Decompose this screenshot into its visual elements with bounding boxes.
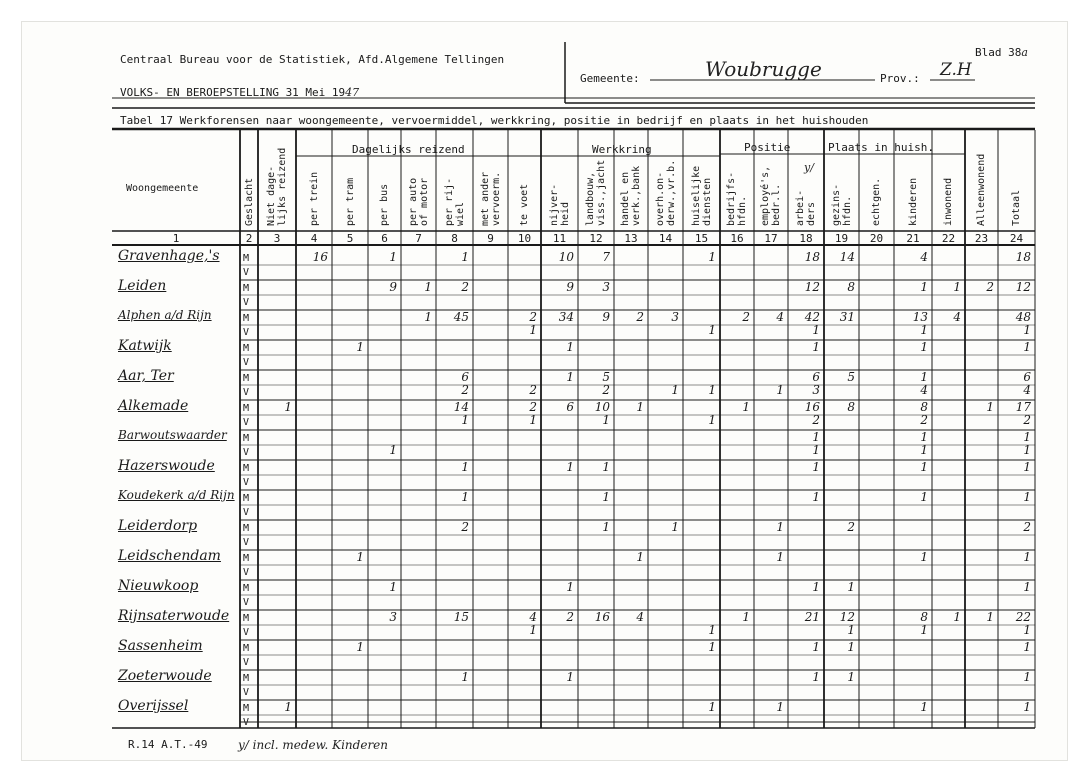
cell-value: 1 (920, 430, 928, 444)
column-label: gezins- hfdn. (830, 183, 853, 226)
cell-value: 7 (602, 250, 610, 264)
cell-value: 1 (742, 400, 750, 414)
cell-value: 1 (986, 400, 994, 414)
cell-value: 1 (812, 443, 820, 457)
sex-v: V (243, 687, 250, 698)
cell-value: 1 (284, 700, 292, 714)
column-number: 17 (764, 232, 778, 245)
sex-m: M (243, 493, 250, 504)
cell-value: 14 (453, 400, 469, 414)
column-label: nijver- heid (548, 183, 571, 226)
cell-value: 5 (602, 370, 610, 384)
sex-v: V (243, 597, 250, 608)
column-number: 7 (415, 232, 422, 245)
cell-value: 2 (636, 310, 644, 324)
cell-value: 13 (912, 310, 928, 324)
sex-v: V (243, 567, 250, 578)
cell-value: 1 (847, 640, 855, 654)
cell-value: 2 (529, 310, 537, 324)
cell-value: 2 (1023, 520, 1031, 534)
cell-value: 1 (812, 460, 820, 474)
cell-value: 1 (920, 550, 928, 564)
cell-value: 4 (920, 383, 928, 397)
cell-value: 9 (566, 280, 574, 294)
cell-value: 1 (847, 623, 855, 637)
cell-value: 1 (461, 670, 469, 684)
column-number: 24 (1009, 232, 1024, 245)
cell-value: 2 (847, 520, 855, 534)
cell-value: 1 (1023, 460, 1031, 474)
cell-value: 3 (671, 310, 679, 324)
column-label: huiselijke diensten (690, 165, 713, 226)
cell-value: 4 (920, 250, 928, 264)
sex-m: M (243, 613, 250, 624)
column-number: 19 (834, 232, 849, 245)
column-label: per bus (379, 183, 390, 226)
column-label: per trein (308, 171, 320, 226)
sex-v: V (243, 477, 250, 488)
cell-value: 1 (920, 490, 928, 504)
cell-value: 1 (1023, 340, 1031, 354)
cell-value: 42 (804, 310, 820, 324)
group-plaats: Plaats in huish. (828, 141, 934, 154)
sex-m: M (243, 523, 250, 534)
cell-value: 18 (804, 250, 820, 264)
cell-value: 21 (804, 610, 820, 624)
group-dagelijks: Dagelijks reizend (352, 143, 465, 156)
cell-value: 1 (1023, 430, 1031, 444)
cell-value: 4 (1023, 383, 1031, 397)
cell-value: 18 (1015, 250, 1031, 264)
sex-v: V (243, 537, 250, 548)
gemeente-value: Woubrugge (705, 57, 822, 81)
cell-value: 1 (1023, 640, 1031, 654)
column-number: 4 (310, 232, 318, 245)
row-name: Hazerswoude (118, 458, 215, 474)
cell-value: 1 (1023, 670, 1031, 684)
blad-suffix: a (1021, 46, 1028, 59)
cell-value: 12 (804, 280, 820, 294)
cell-value: 1 (812, 580, 820, 594)
cell-value: 2 (1023, 413, 1031, 427)
sex-v: V (243, 297, 250, 308)
column-label: Totaal (1011, 189, 1022, 226)
cell-value: 1 (920, 700, 928, 714)
census-year: 47 (345, 86, 360, 99)
column-number: 6 (381, 232, 388, 245)
cell-value: 1 (847, 580, 855, 594)
cell-value: 2 (529, 383, 537, 397)
gemeente-label: Gemeente: (580, 72, 640, 85)
column-label: employé's, bedr.l. (760, 165, 782, 226)
cell-value: 1 (671, 383, 679, 397)
cell-value: 1 (708, 250, 716, 264)
sex-v: V (243, 417, 250, 428)
prov-value: Z.H (940, 60, 972, 80)
sex-v: V (243, 267, 250, 278)
cell-value: 1 (461, 413, 469, 427)
cell-value: 1 (708, 623, 716, 637)
sex-m: M (243, 433, 250, 444)
cell-value: 1 (1023, 323, 1031, 337)
column-label: Geslacht (243, 177, 255, 226)
cell-value: 48 (1015, 310, 1031, 324)
column-label: per auto of motor (407, 177, 430, 226)
cell-value: 1 (461, 460, 469, 474)
cell-value: 2 (812, 413, 820, 427)
sex-v: V (243, 387, 250, 398)
column-label: arbei- ders (795, 189, 817, 226)
table-title: Tabel 17 Werkforensen naar woongemeente, vervoermiddel, werkkring, positie in bedrijf en plaats in het huishouden (120, 114, 869, 127)
sex-v: V (243, 507, 250, 518)
column-number: 1 (172, 232, 180, 245)
cell-value: 6 (566, 400, 574, 414)
cell-value: 1 (1023, 550, 1031, 564)
cell-value: 1 (708, 640, 716, 654)
cell-value: 1 (1023, 443, 1031, 457)
cell-value: 1 (356, 550, 364, 564)
column-number: 15 (694, 232, 709, 245)
cell-value: 4 (529, 610, 537, 624)
cell-value: 31 (839, 310, 855, 324)
cell-value: 1 (920, 460, 928, 474)
cell-value: 9 (602, 310, 610, 324)
cell-value: 16 (312, 250, 328, 264)
sex-m: M (243, 283, 250, 294)
column-label: inwonend (943, 177, 954, 226)
cell-value: 1 (920, 280, 928, 294)
sex-m: M (243, 643, 250, 654)
cell-value: 2 (602, 383, 610, 397)
column-number: 13 (624, 232, 638, 245)
cell-value: 2 (461, 383, 469, 397)
cell-value: 14 (839, 250, 855, 264)
column-number: 8 (451, 232, 458, 245)
cell-value: 1 (953, 280, 961, 294)
cell-value: 6 (812, 370, 820, 384)
sex-m: M (243, 403, 250, 414)
column-label: kinderen (907, 177, 919, 226)
group-positie: Positie (744, 141, 791, 154)
prov-label: Prov.: (880, 72, 920, 85)
cell-value: 1 (986, 610, 994, 624)
cell-value: 4 (636, 610, 644, 624)
cell-value: 1 (920, 370, 928, 384)
column-label: te voet (519, 183, 530, 226)
cell-value: 2 (986, 280, 994, 294)
cell-value: 1 (776, 383, 784, 397)
cell-value: 1 (776, 550, 784, 564)
row-name: Sassenheim (118, 638, 203, 654)
sex-v: V (243, 357, 250, 368)
cell-value: 8 (847, 280, 855, 294)
column-number: 22 (941, 232, 956, 245)
column-label: overh.on- derw.,vr.b. (654, 159, 677, 226)
cell-value: 16 (594, 610, 610, 624)
cell-value: 1 (812, 490, 820, 504)
cell-value: 1 (920, 323, 928, 337)
cell-value: 1 (389, 443, 397, 457)
column-number: 9 (487, 232, 494, 245)
cell-value: 1 (636, 400, 644, 414)
column-label: Alleenwonend (976, 153, 987, 226)
cell-value: 1 (812, 340, 820, 354)
sex-m: M (243, 703, 250, 714)
cell-value: 1 (602, 520, 610, 534)
cell-value: 1 (1023, 490, 1031, 504)
cell-value: 1 (847, 670, 855, 684)
cell-value: 4 (776, 310, 784, 324)
row-name: Leidschendam (118, 548, 221, 564)
cell-value: 17 (1015, 400, 1031, 414)
column-label: echtgen. (871, 177, 882, 226)
cell-value: 9 (389, 280, 397, 294)
column-number: 11 (552, 232, 567, 245)
sex-m: M (243, 583, 250, 594)
cell-value: 1 (602, 413, 610, 427)
cell-value: 1 (566, 580, 574, 594)
column-number: 5 (346, 232, 354, 245)
cell-value: 1 (1023, 580, 1031, 594)
cell-value: 1 (461, 490, 469, 504)
cell-value: 1 (529, 413, 537, 427)
cell-value: 1 (708, 700, 716, 714)
cell-value: 1 (566, 340, 574, 354)
cell-value: 1 (776, 520, 784, 534)
sex-m: M (243, 253, 250, 264)
cell-value: 1 (671, 520, 679, 534)
cell-value: 6 (1023, 370, 1031, 384)
cell-value: 8 (920, 610, 928, 624)
row-name: Rijnsaterwoude (118, 608, 230, 624)
cell-value: 8 (847, 400, 855, 414)
sex-v: V (243, 447, 250, 458)
cell-value: 5 (847, 370, 855, 384)
cell-value: 10 (594, 400, 610, 414)
footnote: y/ incl. medew. Kinderen (238, 738, 389, 752)
column-number: 20 (869, 232, 884, 245)
cell-value: 1 (566, 370, 574, 384)
column-label: met ander vervoerm. (479, 171, 502, 226)
cell-value: 1 (1023, 623, 1031, 637)
cell-value: 1 (953, 610, 961, 624)
cell-value: 1 (776, 700, 784, 714)
column-number: 3 (273, 232, 281, 245)
cell-value: 1 (708, 323, 716, 337)
row-name: Barwoutswaarder (118, 428, 227, 442)
cell-value: 45 (453, 310, 469, 324)
column-number: 14 (658, 232, 673, 245)
cell-value: 15 (453, 610, 469, 624)
column-number: 10 (517, 232, 532, 245)
cell-value: 3 (602, 280, 610, 294)
cell-value: 1 (424, 280, 432, 294)
cell-value: 1 (920, 443, 928, 457)
sex-m: M (243, 463, 250, 474)
cell-value: 2 (461, 280, 469, 294)
cell-value: 1 (812, 670, 820, 684)
cell-value: 1 (812, 323, 820, 337)
cell-value: 1 (812, 430, 820, 444)
blad-label: Blad 38 (975, 46, 1022, 59)
column-number: 16 (730, 232, 744, 245)
row-name: Aar, Ter (118, 368, 174, 384)
cell-value: 1 (529, 623, 537, 637)
column-label: landbouw, viss.,jacht (585, 159, 607, 226)
cell-value: 1 (566, 460, 574, 474)
row-name: Overijssel (118, 698, 189, 714)
row-name: Alkemade (118, 398, 189, 414)
cell-value: 1 (920, 340, 928, 354)
column-number: 18 (799, 232, 813, 245)
row-name: Katwijk (118, 338, 172, 354)
cell-value: 2 (566, 610, 574, 624)
cell-value: 1 (602, 460, 610, 474)
cell-value: 2 (742, 310, 750, 324)
row-name: Zoeterwoude (118, 668, 212, 684)
column-label-woongemeente: Woongemeente (126, 183, 199, 194)
cell-value: 12 (839, 610, 855, 624)
census-prefix: VOLKS- EN BEROEPSTELLING 31 Mei 19 (120, 86, 346, 99)
row-name: Koudekerk a/d Rijn (118, 488, 235, 502)
form-code: R.14 A.T.-49 (128, 738, 208, 751)
column-label: bedrijfs- hfdn. (726, 171, 748, 226)
column-label: per rij- wiel (443, 177, 466, 226)
cell-value: 22 (1015, 610, 1031, 624)
row-name: Leiderdorp (118, 518, 198, 534)
cell-value: 1 (1023, 700, 1031, 714)
row-name: Gravenhage,'s (118, 248, 220, 264)
sex-v: V (243, 657, 250, 668)
bureau-title: Centraal Bureau voor de Statistiek, Afd.Algemene Tellingen (120, 53, 505, 66)
column-number: 23 (974, 232, 989, 245)
cell-value: 1 (812, 640, 820, 654)
sex-m: M (243, 673, 250, 684)
cell-value: 1 (389, 580, 397, 594)
cell-value: 1 (461, 250, 469, 264)
cell-value: 2 (529, 400, 537, 414)
sex-v: V (243, 717, 250, 728)
row-name: Leiden (118, 278, 167, 294)
group-werkkring: Werkkring (592, 143, 652, 156)
cell-value: 1 (284, 400, 292, 414)
cell-value: 4 (953, 310, 961, 324)
column-label: per tram (344, 177, 356, 226)
column-label: handel en verk.,bank (620, 165, 642, 226)
cell-value: 1 (602, 490, 610, 504)
column-number: 2 (245, 232, 253, 245)
sex-m: M (243, 553, 250, 564)
cell-value: 1 (356, 640, 364, 654)
cell-value: 1 (708, 413, 716, 427)
cell-value: 12 (1015, 280, 1031, 294)
cell-value: 1 (742, 610, 750, 624)
cell-value: 10 (558, 250, 574, 264)
cell-value: 34 (558, 310, 574, 324)
row-name: Nieuwkoop (118, 578, 199, 594)
sex-v: V (243, 327, 250, 338)
cell-value: 1 (708, 383, 716, 397)
sex-m: M (243, 373, 250, 384)
sex-m: M (243, 313, 250, 324)
sex-m: M (243, 343, 250, 354)
column-label: Niet dage- lijks reizend (266, 147, 288, 226)
cell-value: 1 (920, 623, 928, 637)
cell-value: 1 (389, 250, 397, 264)
cell-value: 16 (804, 400, 820, 414)
column-number: 12 (589, 232, 603, 245)
cell-value: 2 (461, 520, 469, 534)
cell-value: 2 (920, 413, 928, 427)
cell-value: 8 (920, 400, 928, 414)
cell-value: 1 (356, 340, 364, 354)
column-number: 21 (906, 232, 920, 245)
cell-value: 6 (461, 370, 469, 384)
cell-value: 1 (636, 550, 644, 564)
sex-v: V (243, 627, 250, 638)
cell-value: 1 (566, 670, 574, 684)
cell-value: 3 (389, 610, 397, 624)
cell-value: 1 (424, 310, 432, 324)
footnote-marker: y/ (804, 161, 814, 174)
cell-value: 3 (812, 383, 820, 397)
cell-value: 1 (529, 323, 537, 337)
row-name: Alphen a/d Rijn (118, 308, 212, 322)
